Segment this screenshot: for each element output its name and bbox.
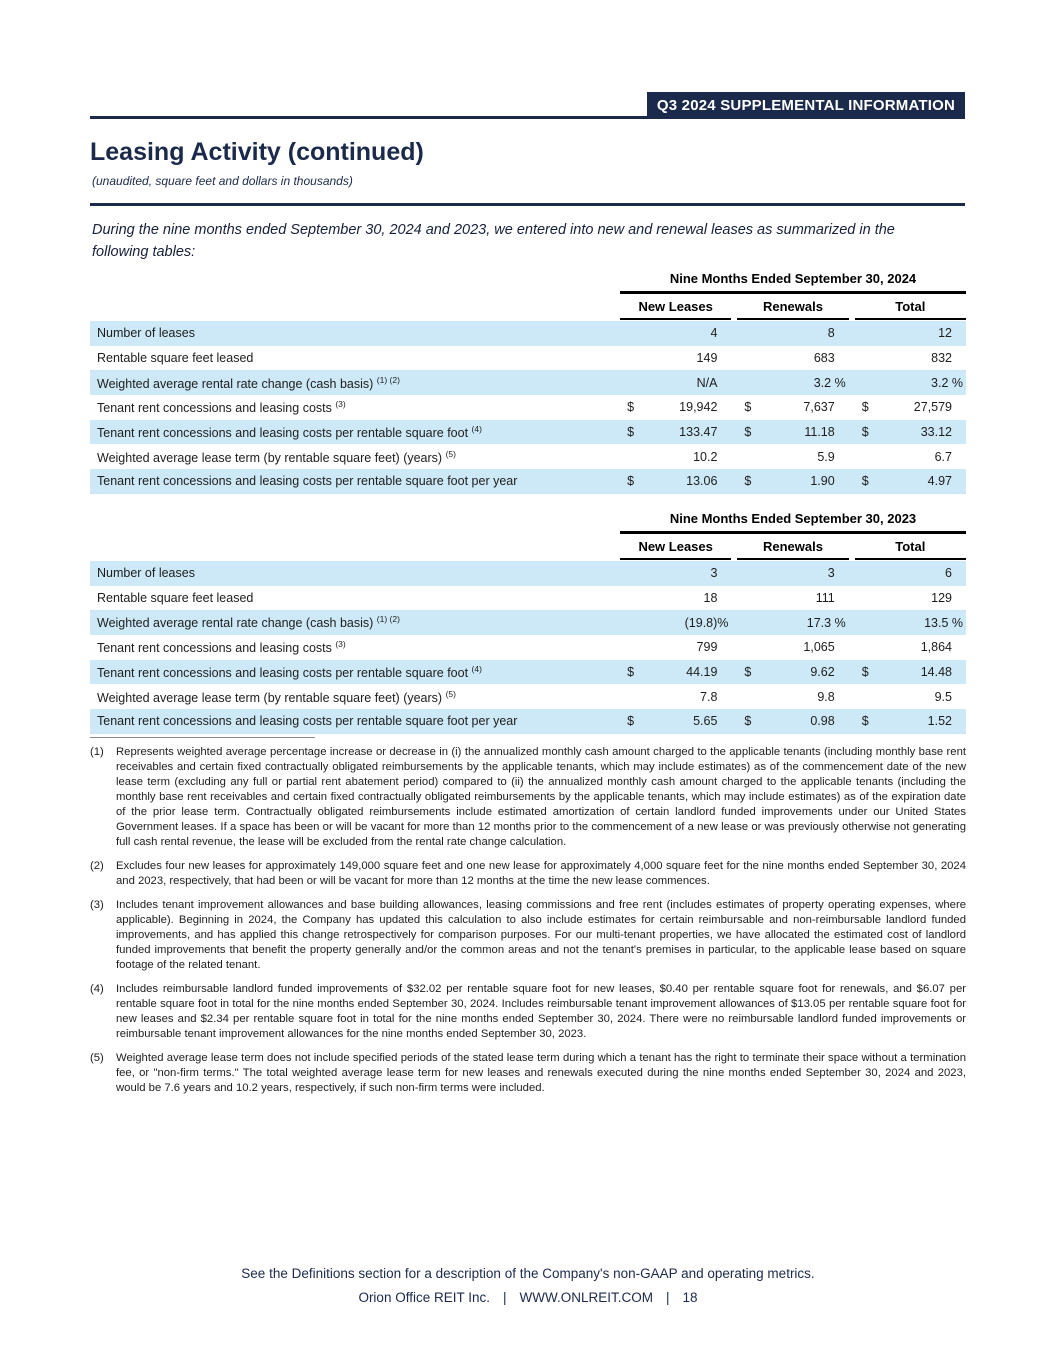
value-cell bbox=[855, 450, 966, 464]
page-title: Leasing Activity (continued) bbox=[90, 138, 424, 166]
table-row bbox=[90, 684, 966, 709]
value-cell bbox=[620, 474, 731, 488]
cell-value: 1.90 bbox=[810, 474, 835, 489]
footnote-reference: (3) bbox=[335, 639, 346, 650]
cell-value: 9.5 bbox=[934, 689, 952, 704]
cell-value: 13.5 % bbox=[924, 615, 963, 630]
table-header-group bbox=[620, 511, 966, 560]
cell-value: 14.48 bbox=[920, 664, 952, 679]
row-label: Rentable square feet leased bbox=[97, 351, 254, 366]
cell-value: 27,579 bbox=[913, 400, 952, 415]
row-label: Tenant rent concessions and leasing costs per rentable square foot per year bbox=[97, 474, 518, 489]
row-label: Tenant rent concessions and leasing costs per rentable square foot $^{(4)}$ bbox=[97, 663, 482, 680]
page-subtitle: (unaudited, square feet and dollars in thousands) bbox=[92, 174, 353, 188]
column-header-renewals: Renewals bbox=[737, 296, 848, 320]
cell-value: 7,637 bbox=[803, 400, 835, 415]
row-label: Weighted average lease term (by rentable square feet) (years) $^{(5)}$ bbox=[97, 688, 456, 705]
definitions-note: See the Definitions section for a description of the Company's non-GAAP and operating metrics. bbox=[241, 1266, 815, 1281]
value-cell bbox=[855, 665, 966, 679]
dollar-sign: $ bbox=[861, 425, 869, 440]
table-row bbox=[90, 610, 966, 635]
cell-value: 3 bbox=[710, 566, 718, 581]
value-cell bbox=[620, 640, 731, 654]
footnote-reference: (1) (2) bbox=[376, 614, 400, 625]
cell-value: 6.7 bbox=[934, 449, 952, 464]
table-row bbox=[90, 346, 966, 371]
cell-value: N/A bbox=[696, 375, 718, 390]
cell-value: 18 bbox=[703, 590, 718, 605]
value-cell bbox=[737, 640, 848, 654]
cell-value: 12 bbox=[938, 326, 952, 341]
footnote-number: (1) bbox=[90, 746, 104, 758]
footnote-reference: (3) bbox=[335, 399, 346, 410]
value-cell bbox=[737, 474, 848, 488]
banner-text: Q3 2024 SUPPLEMENTAL INFORMATION bbox=[656, 96, 955, 114]
value-cell bbox=[737, 450, 848, 464]
footnote-reference: (1) (2) bbox=[376, 374, 400, 385]
value-cell bbox=[855, 326, 966, 340]
cell-value: 7.8 bbox=[700, 689, 718, 704]
table-row bbox=[90, 586, 966, 611]
cell-value: 3.2 % bbox=[931, 375, 963, 390]
period-header: Nine Months Ended September 30, 2023 bbox=[620, 511, 966, 534]
cell-value: 5.9 bbox=[817, 449, 835, 464]
table-row bbox=[90, 709, 966, 734]
footnote-text: Excludes four new leases for approximately 149,000 square feet and one new lease for approximately 4,000 square feet for the nine months ended September 30, 2024 and 2023, respectively, that had been or will be vacant for more than 12 months at the time the new lease commences. bbox=[116, 860, 966, 887]
leasing-tables bbox=[90, 271, 966, 751]
cell-value: 19,942 bbox=[679, 400, 718, 415]
period-header: Nine Months Ended September 30, 2024 bbox=[620, 271, 966, 294]
value-cell bbox=[737, 326, 848, 340]
dollar-sign: $ bbox=[744, 714, 752, 729]
value-cell bbox=[620, 714, 731, 728]
header-rule bbox=[90, 116, 965, 119]
footnote-text: Represents weighted average percentage increase or decrease in (i) the annualized monthly cash amount charged to the applicable tenants (including monthly base rent receivables and certain fixed contractually obligated reimbursements by the applicable tenants, which may include estimates) as of the commencement date of the new lease term (excluding any full or partial rent abatement period) compared to (ii) the annualized monthly cash amount charged to the applicable tenants (including the monthly base rent receivables and certain fixed contractually obligated reimbursements by the applicable tenants, which may include estimates) as of the expiration date of the prior lease term. Contractually obligated reimbursements include estimated amortization of certain landlord funded improvements under our United States Government leases. If a space has been or will be vacant for more than 12 months prior to the commencement of a new lease or was previously otherwise not generating full cash rental revenue, the lease will be excluded from the rental rate change calculation. bbox=[116, 746, 966, 848]
value-cell bbox=[620, 351, 731, 365]
footer-separator: | bbox=[502, 1290, 507, 1305]
dollar-sign: $ bbox=[627, 714, 635, 729]
value-cell bbox=[620, 400, 731, 414]
table-row bbox=[90, 420, 966, 445]
footnote-number: (2) bbox=[90, 860, 104, 872]
table-row bbox=[90, 660, 966, 685]
value-cell bbox=[855, 640, 966, 654]
table-row bbox=[90, 469, 966, 494]
cell-value: 3.2 % bbox=[813, 375, 846, 390]
supplemental-banner bbox=[647, 92, 965, 118]
table-row bbox=[90, 561, 966, 586]
value-cell bbox=[737, 616, 848, 630]
table-row bbox=[90, 395, 966, 420]
column-header-total: Total bbox=[855, 536, 966, 560]
cell-value: 44.19 bbox=[686, 664, 718, 679]
footnote-divider bbox=[90, 737, 315, 738]
value-cell bbox=[855, 425, 966, 439]
row-label: Weighted average rental rate change (cash basis) $^{(1) (2)}$ bbox=[97, 374, 400, 391]
title-divider bbox=[90, 203, 965, 206]
dollar-sign: $ bbox=[627, 474, 635, 489]
dollar-sign: $ bbox=[744, 400, 752, 415]
leasing-table-2023 bbox=[90, 511, 966, 734]
table-row bbox=[90, 321, 966, 346]
footer-separator: | bbox=[666, 1290, 670, 1305]
cell-value: 6 bbox=[945, 566, 952, 581]
cell-value: 10.2 bbox=[693, 449, 718, 464]
value-cell bbox=[620, 425, 731, 439]
row-label: Number of leases bbox=[97, 566, 195, 581]
table-row bbox=[90, 444, 966, 469]
cell-value: 111 bbox=[815, 590, 835, 605]
dollar-sign: $ bbox=[861, 400, 869, 415]
dollar-sign: $ bbox=[744, 425, 752, 440]
cell-value: 0.98 bbox=[810, 714, 835, 729]
footnote-text: Includes tenant improvement allowances and base building allowances, leasing commissions and free rent (includes estimates of property operating expenses, where applicable). Beginning in 2024, the Company has updated this calculation to also include estimates for certain reimbursable and non-reimbursable landlord funded improvements, and has applied this change retrospectively for comparison purposes. For our multi-tenant properties, we have allocated the estimated cost of landlord funded improvements that benefit the property generally and/or the common areas and not the tenant's premises in particular, to the applicable lease based on square footage of the related tenant. bbox=[116, 899, 966, 971]
intro-paragraph: During the nine months ended September 30, 2024 and 2023, we entered into new and renewal leases as summarized in the following tables: bbox=[92, 222, 895, 260]
value-cell bbox=[855, 714, 966, 728]
row-label: Weighted average lease term (by rentable square feet) (years) $^{(5)}$ bbox=[97, 448, 456, 465]
footnote-number: (4) bbox=[90, 983, 104, 995]
cell-value: 832 bbox=[931, 351, 952, 366]
cell-value: 11.18 bbox=[804, 425, 835, 440]
row-label: Rentable square feet leased bbox=[97, 590, 254, 605]
dollar-sign: $ bbox=[627, 425, 635, 440]
column-header-renewals: Renewals bbox=[737, 536, 848, 560]
row-label: Tenant rent concessions and leasing costs per rentable square foot per year bbox=[97, 714, 518, 729]
dollar-sign: $ bbox=[627, 400, 635, 415]
footnote-reference: (4) bbox=[471, 663, 482, 674]
cell-value: 17.3 % bbox=[806, 615, 846, 630]
value-cell bbox=[855, 591, 966, 605]
footnote-text: Weighted average lease term does not include specified periods of the stated lease term during which a tenant has the right to terminate their space without a termination fee, or "non-firm terms." The total weighted average lease term for new leases and renewals executed during the nine months ended September 30, 2024 and 2023, would be 7.6 years and 10.2 years, respectively, if such non-firm terms were included. bbox=[116, 1052, 966, 1094]
row-label: Number of leases bbox=[97, 326, 195, 341]
cell-value: 4.97 bbox=[927, 474, 952, 489]
company-website: WWW.ONLREIT.COM bbox=[519, 1290, 653, 1305]
value-cell bbox=[737, 591, 848, 605]
footnote-number: (5) bbox=[90, 1052, 104, 1064]
row-label: Tenant rent concessions and leasing costs $^{(3)}$ bbox=[97, 639, 346, 656]
value-cell bbox=[620, 326, 731, 340]
row-label: Tenant rent concessions and leasing costs $^{(3)}$ bbox=[97, 399, 346, 416]
value-cell bbox=[737, 566, 848, 580]
row-label: Tenant rent concessions and leasing costs per rentable square foot $^{(4)}$ bbox=[97, 424, 482, 441]
dollar-sign: $ bbox=[861, 664, 869, 679]
value-cell bbox=[737, 376, 848, 390]
value-cell bbox=[620, 450, 731, 464]
table-row bbox=[90, 370, 966, 395]
value-cell bbox=[855, 474, 966, 488]
cell-value: (19.8)% bbox=[684, 615, 729, 630]
table-rows bbox=[90, 321, 966, 494]
cell-value: 1,864 bbox=[920, 640, 952, 655]
cell-value: 4 bbox=[710, 326, 718, 341]
dollar-sign: $ bbox=[861, 474, 869, 489]
row-label: Weighted average rental rate change (cash basis) $^{(1) (2)}$ bbox=[97, 614, 400, 631]
value-cell bbox=[855, 400, 966, 414]
dollar-sign: $ bbox=[744, 664, 752, 679]
column-header-total: Total bbox=[855, 296, 966, 320]
footnote bbox=[90, 898, 966, 973]
cell-value: 8 bbox=[827, 326, 835, 341]
value-cell bbox=[737, 400, 848, 414]
footnote-reference: (5) bbox=[445, 448, 456, 459]
cell-value: 9.62 bbox=[810, 664, 835, 679]
cell-value: 33.12 bbox=[920, 425, 952, 440]
column-headers bbox=[620, 536, 966, 560]
table-rows bbox=[90, 561, 966, 734]
value-cell bbox=[620, 591, 731, 605]
leasing-table-2024 bbox=[90, 271, 966, 494]
value-cell bbox=[737, 351, 848, 365]
column-headers bbox=[620, 296, 966, 320]
value-cell bbox=[855, 616, 966, 630]
dollar-sign: $ bbox=[744, 474, 752, 489]
footnote bbox=[90, 982, 966, 1042]
footnote-text: Includes reimbursable landlord funded improvements of $32.02 per rentable square foot for new leases, $0.40 per rentable square foot for renewals, and $6.07 per rentable square foot in total for the nine months ended September 30, 2024. Includes reimbursable tenant improvement allowances of $13.05 per rentable square foot for new leases and $2.34 per rentable square foot in total for the nine months ended September 30, 2024. There were no reimbursable landlord funded improvements or reimbursable tenant improvement allowances for the nine months ended September 30, 2023. bbox=[116, 983, 966, 1040]
cell-value: 5.65 bbox=[693, 714, 718, 729]
footnote-number: (3) bbox=[90, 899, 104, 911]
value-cell bbox=[620, 566, 731, 580]
cell-value: 9.8 bbox=[817, 689, 835, 704]
cell-value: 683 bbox=[813, 351, 835, 366]
value-cell bbox=[855, 566, 966, 580]
cell-value: 1.52 bbox=[927, 714, 952, 729]
value-cell bbox=[737, 665, 848, 679]
value-cell bbox=[620, 616, 731, 630]
table-row bbox=[90, 635, 966, 660]
value-cell bbox=[737, 714, 848, 728]
value-cell bbox=[620, 376, 731, 390]
table-header-group bbox=[620, 271, 966, 320]
page-footer bbox=[90, 1266, 966, 1305]
cell-value: 129 bbox=[931, 590, 952, 605]
cell-value: 149 bbox=[696, 351, 718, 366]
value-cell bbox=[737, 690, 848, 704]
footnote-reference: (5) bbox=[445, 688, 456, 699]
company-name: Orion Office REIT Inc. bbox=[358, 1290, 490, 1305]
dollar-sign: $ bbox=[627, 664, 635, 679]
footnote-reference: (4) bbox=[471, 424, 482, 435]
dollar-sign: $ bbox=[861, 714, 869, 729]
cell-value: 3 bbox=[827, 566, 835, 581]
footnote bbox=[90, 1051, 966, 1096]
footer-company-line bbox=[90, 1290, 966, 1305]
value-cell bbox=[737, 425, 848, 439]
column-header-new-leases: New Leases bbox=[620, 296, 731, 320]
value-cell bbox=[855, 351, 966, 365]
footnotes bbox=[90, 745, 966, 1105]
cell-value: 1,065 bbox=[803, 640, 835, 655]
value-cell bbox=[855, 376, 966, 390]
cell-value: 133.47 bbox=[679, 425, 718, 440]
value-cell bbox=[620, 665, 731, 679]
footnote bbox=[90, 859, 966, 889]
value-cell bbox=[620, 690, 731, 704]
footnote bbox=[90, 745, 966, 850]
cell-value: 799 bbox=[696, 640, 718, 655]
page-number: 18 bbox=[682, 1290, 698, 1305]
cell-value: 13.06 bbox=[686, 474, 718, 489]
value-cell bbox=[855, 690, 966, 704]
column-header-new-leases: New Leases bbox=[620, 536, 731, 560]
